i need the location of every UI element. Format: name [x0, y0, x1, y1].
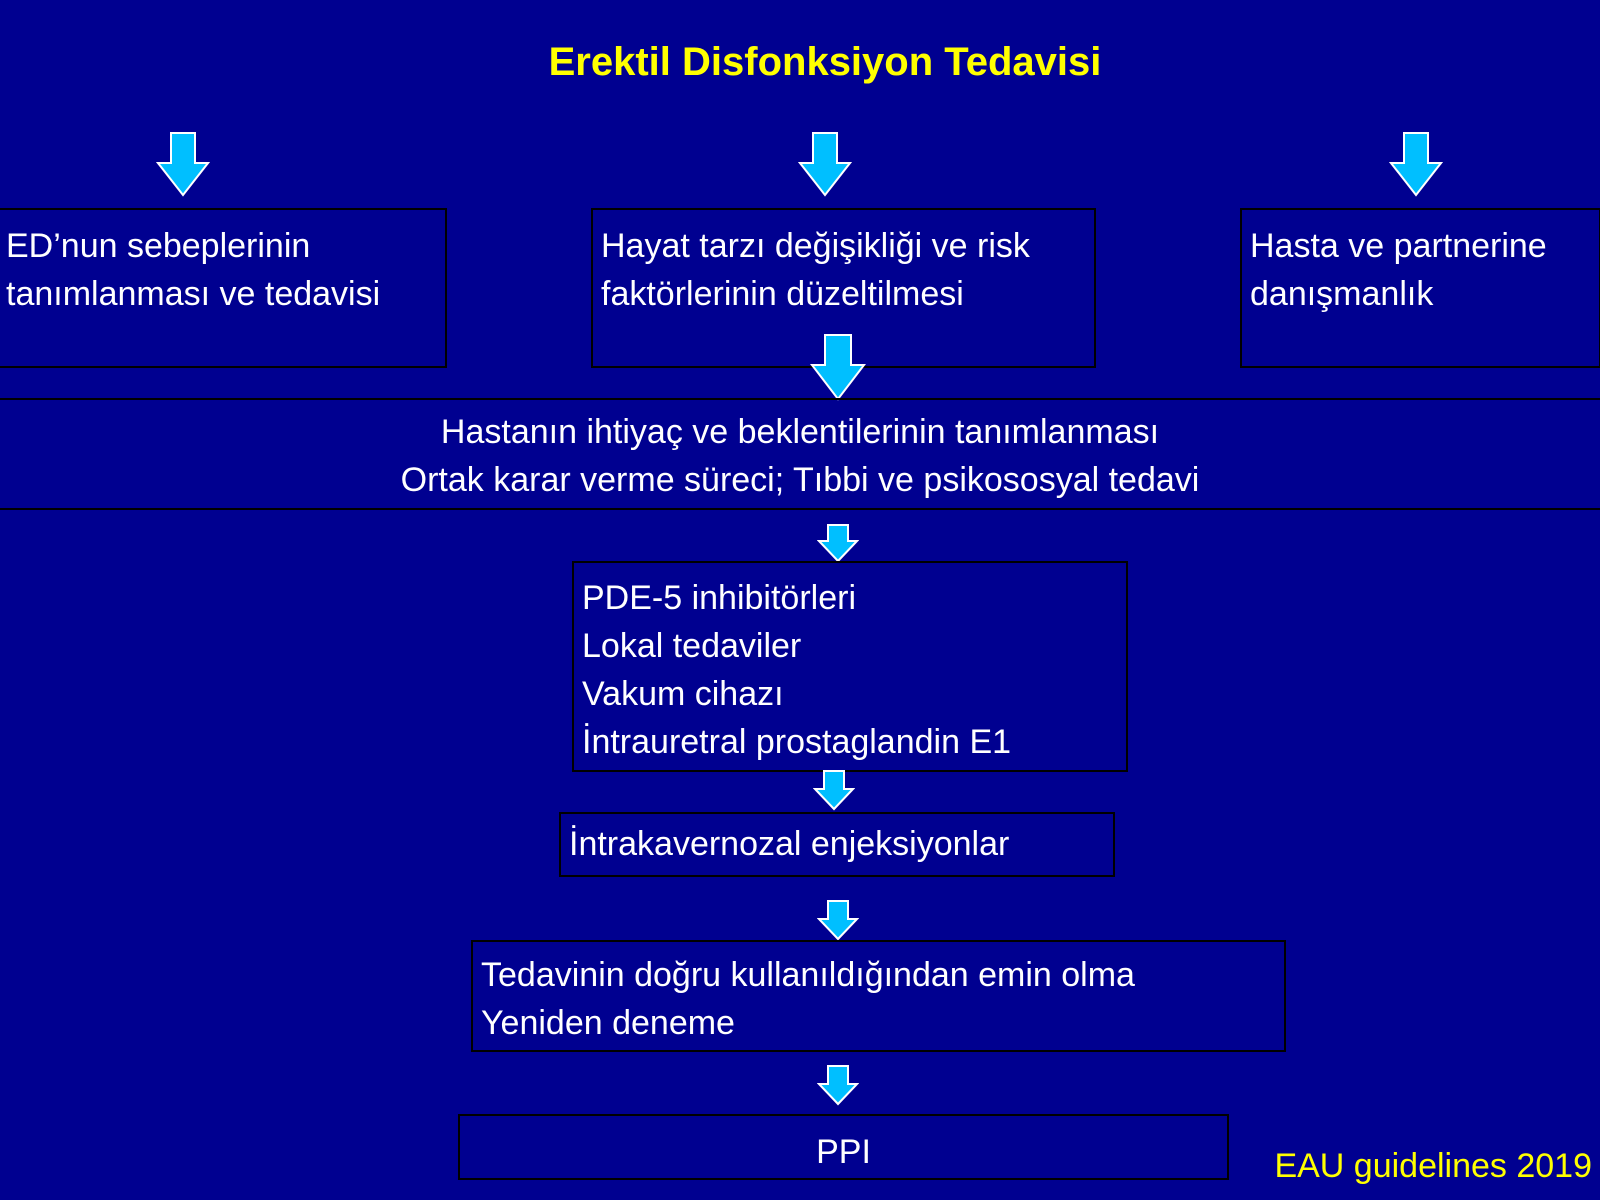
needs-box — [0, 398, 1600, 510]
down-arrow-icon — [817, 1064, 859, 1106]
needs-line-2: Ortak karar verme süreci; Tıbbi ve psikososyal tedavi — [400, 461, 1200, 499]
down-arrow-icon — [798, 131, 852, 197]
down-arrow-icon — [810, 333, 866, 401]
injections-line-1: İntrakavernozal enjeksiyonlar — [569, 825, 1010, 863]
counseling-box — [1240, 208, 1600, 368]
injections-box — [559, 812, 1115, 877]
slide-title: Erektil Disfonksiyon Tedavisi — [548, 40, 1102, 84]
first-line-item-1: PDE-5 inhibitörleri — [582, 579, 856, 617]
counseling-line-2: danışmanlık — [1250, 275, 1434, 313]
causes-line-1: ED’nun sebeplerinin — [6, 227, 311, 265]
ppi-box — [458, 1114, 1229, 1180]
first-line-box — [572, 561, 1128, 772]
first-line-item-3: Vakum cihazı — [582, 675, 784, 713]
ppi-line-1: PPI — [816, 1133, 871, 1171]
down-arrow-icon — [817, 899, 859, 941]
down-arrow-icon — [813, 769, 855, 811]
down-arrow-icon — [817, 523, 859, 563]
down-arrow-icon — [156, 131, 210, 197]
retry-line-2: Yeniden deneme — [481, 1004, 735, 1042]
down-arrow-icon — [1389, 131, 1443, 197]
counseling-line-1: Hasta ve partnerine — [1250, 227, 1547, 265]
lifestyle-line-2: faktörlerinin düzeltilmesi — [601, 275, 964, 313]
causes-box — [0, 208, 447, 368]
first-line-item-2: Lokal tedaviler — [582, 627, 802, 665]
first-line-item-4: İntrauretral prostaglandin E1 — [582, 723, 1012, 761]
source-citation: EAU guidelines 2019 — [1274, 1147, 1592, 1185]
retry-line-1: Tedavinin doğru kullanıldığından emin olma — [481, 956, 1135, 994]
causes-line-2: tanımlanması ve tedavisi — [6, 275, 381, 313]
lifestyle-line-1: Hayat tarzı değişikliği ve risk — [601, 227, 1030, 265]
retry-box — [471, 940, 1286, 1052]
needs-line-1: Hastanın ihtiyaç ve beklentilerinin tanımlanması — [440, 413, 1160, 451]
